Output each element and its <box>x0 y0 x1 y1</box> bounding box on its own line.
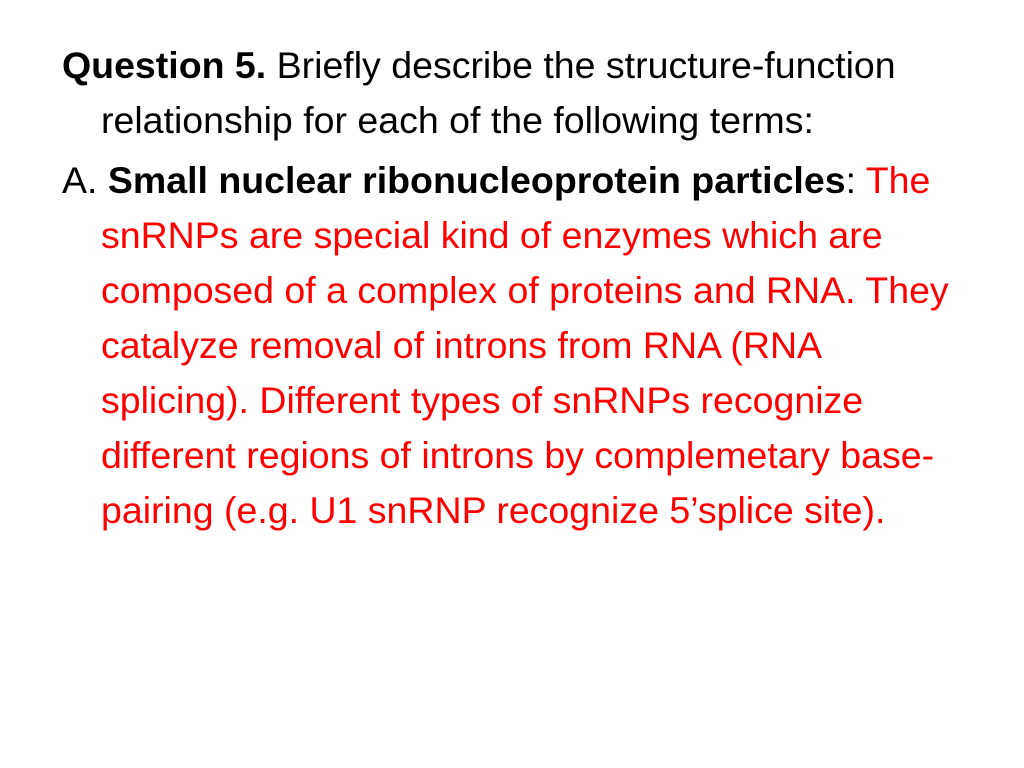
item-a-term: Small nuclear ribonucleoprotein particles <box>107 159 846 201</box>
item-a-separator: : <box>845 159 866 201</box>
question-text: Briefly describe the structure-function relationship for each of the following terms: <box>101 44 896 141</box>
question-paragraph <box>62 38 962 148</box>
slide-content <box>62 38 962 538</box>
item-a-marker: A. <box>62 159 98 201</box>
question-label: Question 5. <box>62 44 267 86</box>
item-a-paragraph <box>62 153 962 538</box>
item-a-answer: The snRNPs are special kind of enzymes which are composed of a complex of proteins and RNA. They catalyze removal of introns from RNA (RNA splicing). Different types of snRNPs recognize different regions of introns by complemetary base-pairing (e.g. U1 snRNP recognize 5’splice site). <box>101 159 949 531</box>
